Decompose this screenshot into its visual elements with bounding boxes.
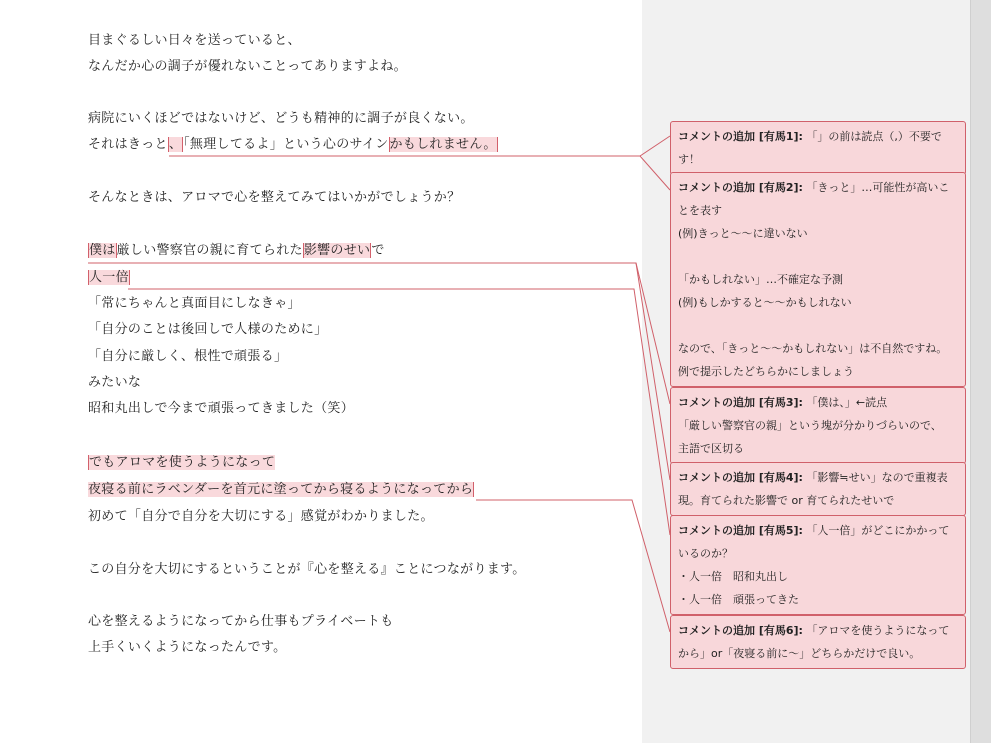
comment-balloon[interactable] bbox=[670, 172, 966, 387]
text-line bbox=[88, 346, 287, 368]
text-segment: 目まぐるしい日々を送っていると、 bbox=[88, 33, 301, 48]
comment-balloon[interactable] bbox=[670, 515, 966, 615]
text-segment: 初めて「自分で自分を大切にする」感覚がわかりました。 bbox=[88, 509, 434, 524]
text-line bbox=[88, 30, 301, 52]
comment-text: 「かもしれない」…不確定な予測 bbox=[678, 273, 843, 286]
text-segment: 昭和丸出しで今まで頑張ってきました（笑） bbox=[88, 401, 355, 416]
comment-text-row bbox=[678, 360, 958, 383]
text-segment: この自分を大切にするということが『心を整える』ことにつながります。 bbox=[88, 562, 526, 577]
highlighted-text: 、 bbox=[168, 137, 183, 152]
comment-text-row bbox=[678, 148, 958, 171]
comment-text-row bbox=[678, 642, 958, 665]
comment-text-row bbox=[678, 268, 958, 291]
text-segment: それはきっと bbox=[88, 137, 168, 152]
text-segment: みたいな bbox=[88, 375, 142, 390]
text-line bbox=[88, 56, 407, 78]
highlighted-text: 影響のせい bbox=[303, 243, 371, 258]
text-line bbox=[88, 611, 394, 633]
comment-author-header: コメントの追加 [有馬5]: bbox=[678, 524, 803, 537]
comment-text: 「僕は、」←読点 bbox=[806, 396, 888, 409]
highlighted-text: でもアロマを使うようになって bbox=[89, 455, 276, 470]
comment-text: ・人一倍 昭和丸出し bbox=[678, 570, 788, 583]
comment-text-row bbox=[678, 291, 958, 314]
text-segment: 「自分に厳しく、根性で頑張る」 bbox=[88, 349, 288, 364]
text-line bbox=[88, 134, 498, 156]
comment-text: 「人一倍」がどこにかかって bbox=[806, 524, 950, 537]
comment-text: 現。育てられた影響で or 育てられたせいで bbox=[678, 494, 895, 507]
text-line bbox=[88, 559, 526, 581]
text-line bbox=[88, 398, 354, 420]
comment-text-row bbox=[678, 565, 958, 588]
comment-text-row bbox=[678, 391, 958, 414]
highlighted-text: かもしれません。 bbox=[389, 137, 497, 152]
comment-text-row bbox=[678, 414, 958, 437]
comment-author-header: コメントの追加 [有馬4]: bbox=[678, 471, 803, 484]
comment-text: 主語で区切る bbox=[678, 442, 744, 455]
text-segment: 「無理してるよ」という心のサイン bbox=[183, 137, 389, 152]
comment-balloon[interactable] bbox=[670, 615, 966, 669]
comment-text-row bbox=[678, 222, 958, 245]
comment-text: (例)きっと～～に違いない bbox=[678, 227, 808, 240]
text-line bbox=[88, 452, 275, 474]
text-segment: 「常にちゃんと真面目にしなきゃ」 bbox=[88, 296, 301, 311]
text-segment: 「自分のことは後回しで人様のために」 bbox=[88, 322, 328, 337]
comment-text: 例で提示したどちらかにしましょう bbox=[678, 365, 854, 378]
text-line bbox=[88, 637, 286, 659]
comment-text-row bbox=[678, 337, 958, 360]
highlighted-text: 夜寝る前にラベンダーを首元に塗ってから寝るようになってから bbox=[88, 482, 474, 497]
text-segment: で bbox=[371, 243, 385, 258]
comment-text: 「影響≒せい」なので重複表 bbox=[806, 471, 948, 484]
text-segment: 厳しい警察官の親に育てられた bbox=[116, 243, 303, 258]
comment-text-row bbox=[678, 466, 958, 489]
comment-text-row bbox=[678, 314, 958, 337]
comment-author-header: コメントの追加 [有馬6]: bbox=[678, 624, 803, 637]
highlighted-text: 僕は bbox=[89, 243, 116, 258]
comment-text: す！ bbox=[678, 153, 700, 166]
comment-text: から」or「夜寝る前に～」どちらかだけで良い。 bbox=[678, 647, 921, 660]
text-segment: 病院にいくほどではないけど、どうも精神的に調子が良くない。 bbox=[88, 111, 474, 126]
text-segment: そんなときは、アロマで心を整えてみてはいかがでしょうか？ bbox=[88, 190, 461, 205]
highlighted-text: 人一倍 bbox=[89, 270, 129, 285]
comment-text-row bbox=[678, 176, 958, 199]
comment-text: 「厳しい警察官の親」という塊が分かりづらいので、 bbox=[678, 419, 942, 432]
comment-text: 「」の前は読点（,）不要で bbox=[806, 130, 942, 143]
text-line bbox=[88, 372, 141, 394]
text-line bbox=[88, 319, 327, 341]
comment-text-row bbox=[678, 489, 958, 512]
text-segment: 上手くいくようになったんです。 bbox=[88, 640, 287, 655]
comment-text-row bbox=[678, 588, 958, 611]
comment-text: (例)もしかすると～～かもしれない bbox=[678, 296, 852, 309]
comment-text-row bbox=[678, 245, 958, 268]
comment-text-row bbox=[678, 519, 958, 542]
text-segment: 心を整えるようになってから仕事もプライベートも bbox=[88, 614, 394, 629]
comment-author-header: コメントの追加 [有馬3]: bbox=[678, 396, 803, 409]
comment-balloon[interactable] bbox=[670, 387, 966, 464]
comment-text: ・人一倍 頑張ってきた bbox=[678, 593, 799, 606]
text-line bbox=[88, 293, 301, 315]
comment-text-row bbox=[678, 437, 958, 460]
text-line bbox=[88, 108, 474, 130]
comment-author-header: コメントの追加 [有馬2]: bbox=[678, 181, 803, 194]
vertical-scrollbar[interactable] bbox=[970, 0, 991, 743]
comment-text-row bbox=[678, 125, 958, 148]
comment-balloon[interactable] bbox=[670, 121, 966, 175]
text-line bbox=[88, 240, 385, 262]
text-line bbox=[88, 187, 460, 209]
comment-text-row bbox=[678, 619, 958, 642]
comment-text-row bbox=[678, 199, 958, 222]
comment-text: 「アロマを使うようになって bbox=[806, 624, 950, 637]
comment-author-header: コメントの追加 [有馬1]: bbox=[678, 130, 803, 143]
comment-text-row bbox=[678, 542, 958, 565]
text-line bbox=[88, 479, 474, 501]
text-line bbox=[88, 267, 130, 289]
text-line bbox=[88, 506, 434, 528]
text-segment: なんだか心の調子が優れないことってありますよね。 bbox=[88, 59, 407, 74]
comment-text: なので、「きっと～～かもしれない」は不自然ですね。 bbox=[678, 342, 948, 355]
comment-text: とを表す bbox=[678, 204, 722, 217]
comment-balloon[interactable] bbox=[670, 462, 966, 516]
comment-text: 「きっと」…可能性が高いこ bbox=[806, 181, 950, 194]
comment-text: いるのか？ bbox=[678, 547, 733, 560]
